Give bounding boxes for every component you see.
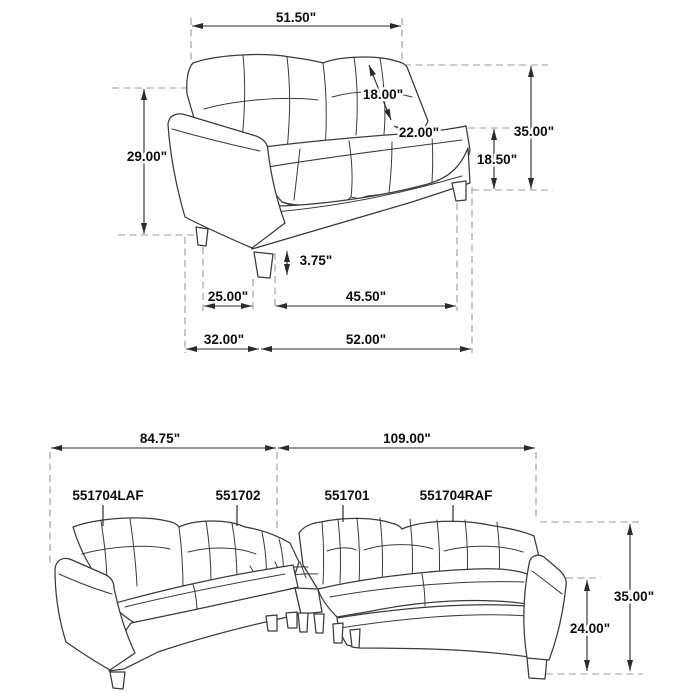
sectional-leg xyxy=(298,613,308,632)
dim-deck-height: 18.50" xyxy=(476,152,518,167)
sectional-arm-right xyxy=(524,555,566,660)
part-label-armless-left: 551702 xyxy=(215,488,261,503)
dim-back-width: 51.50" xyxy=(275,10,317,25)
dim-arm-height: 29.00" xyxy=(126,149,168,164)
sofa-leg xyxy=(452,181,466,201)
dim-overall-width: 52.00" xyxy=(345,332,387,347)
sectional-leg xyxy=(110,672,125,689)
dim-back-cushion: 18.00" xyxy=(362,87,404,102)
sofa-leg xyxy=(254,252,273,278)
part-label-raf: 551704RAF xyxy=(419,488,493,503)
dim-overall-height: 35.00" xyxy=(513,124,555,139)
sofa-leg xyxy=(196,227,208,246)
dim-left-width: 84.75" xyxy=(139,431,181,446)
sectional-leg xyxy=(314,614,324,633)
sectional-leg xyxy=(266,615,277,631)
sectional-leg xyxy=(350,629,360,648)
dim-inner-width: 25.00" xyxy=(207,289,249,304)
dim-right-width: 109.00" xyxy=(383,431,431,446)
sectional-leg xyxy=(286,612,297,628)
sectional-leg xyxy=(527,657,547,679)
dim-overall-height: 35.00" xyxy=(613,589,655,604)
dim-arm-height: 24.00" xyxy=(569,621,611,636)
dim-leg-height: 3.75" xyxy=(299,253,333,268)
sofa-line-art xyxy=(168,55,470,278)
part-label-armless-right: 551701 xyxy=(324,488,370,503)
dim-depth: 32.00" xyxy=(203,332,245,347)
sectional-leg xyxy=(333,623,343,643)
part-label-laf: 551704LAF xyxy=(72,488,144,503)
sectional-line-art xyxy=(55,518,566,689)
dim-seat-width: 45.50" xyxy=(345,289,387,304)
dim-seat-depth: 22.00" xyxy=(398,125,440,140)
